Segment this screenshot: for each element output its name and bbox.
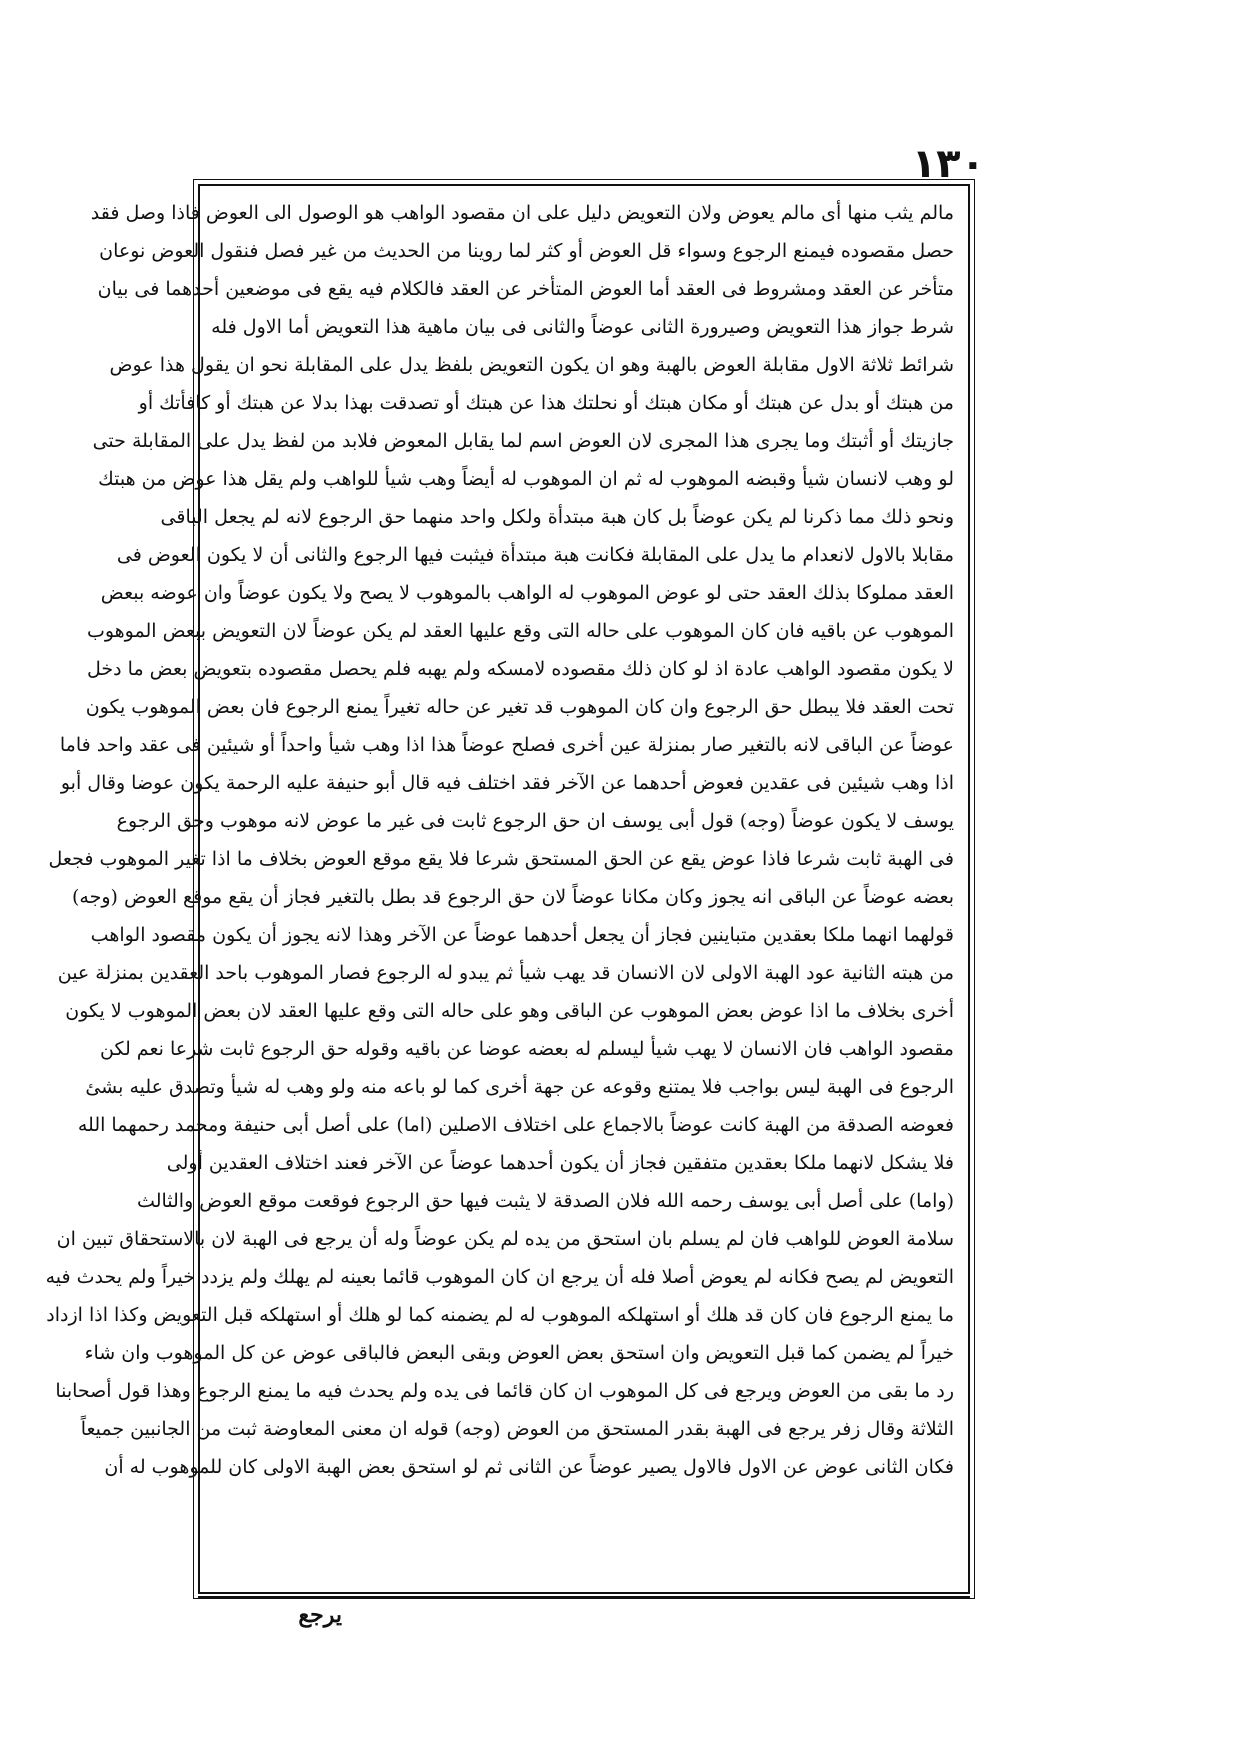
text-line: شرط جواز هذا التعويض وصيرورة الثانى عوضاً والثانى فى بيان ماهية هذا التعويض أما الاول فله — [211, 316, 954, 338]
text-line: خيراً لم يضمن كما قبل التعويض وان استحق بعض العوض وبقى البعض فالباقى عوض عن كل الموهوب وان شاء — [84, 1342, 954, 1364]
text-line: الموهوب عن باقيه فان كان الموهوب على حاله التى وقع عليها العقد لم يكن عوضاً لان التعويض ببعض الموهوب — [86, 620, 954, 642]
text-line: اذا وهب شيئين فى عقدين فعوض أحدهما عن الآخر فقد اختلف فيه قال أبو حنيفة عليه الرحمة يكون عوضا وقال أبو — [60, 772, 954, 794]
text-line: فعوضه الصدقة من الهبة كانت عوضاً بالاجماع على اختلاف الاصلين (اما) على أصل أبى حنيفة ومحمد رحمهما الله — [77, 1114, 954, 1136]
text-line: عوضاً عن الباقى لانه بالتغير صار بمنزلة عين أخرى فصلح عوضاً هذا اذا وهب شيأ واحداً أو شيئين فى عقد واحد فاما — [59, 734, 954, 756]
text-line: العقد مملوكا بذلك العقد حتى لو عوض الموهوب له الواهب بالموهوب لا يصح ولا يكون عوضاً وان عوضه ببعض — [100, 582, 954, 604]
text-line: تحت العقد فلا يبطل حق الرجوع وان كان الموهوب قد تغير عن حاله تغيراً يمنع الرجوع فان بعض الموهوب يكون — [85, 696, 954, 718]
text-line: قولهما انهما ملكا بعقدين متباينين فجاز أن يجعل أحدهما عوضاً عن الآخر وهذا لانه يجوز أن يكون مقصود الواهب — [90, 924, 954, 946]
text-body — [45, 194, 954, 1584]
page-number: ١٣٠ — [911, 141, 985, 187]
text-line: الثلاثة وقال زفر يرجع فى الهبة بقدر المستحق من العوض (وجه) قوله ان معنى المعاوضة ثبت من الجانبين جميعاً — [80, 1418, 954, 1440]
text-line: مقابلا بالاول لانعدام ما يدل على المقابلة فكانت هبة مبتدأة فيثبت فيها الرجوع والثانى أن لا يكون العوض فى — [116, 544, 954, 566]
text-line: من هبته الثانية عود الهبة الاولى لان الانسان قد يهب شيأ ثم يبدو له الرجوع فصار الموهوب باحد العقدين بمنزلة عين — [57, 962, 954, 984]
text-frame — [45, 184, 970, 1594]
text-line: التعويض لم يصح فكانه لم يعوض أصلا فله أن يرجع ان كان الموهوب قائما بعينه لم يهلك ولم يزدد خيراً ولم يحدث فيه — [45, 1266, 954, 1288]
frame-bottom-rule — [198, 1596, 970, 1598]
text-line: لو وهب لانسان شيأ وقبضه الموهوب له ثم ان الموهوب له أيضاً وهب شيأ للواهب ولم يقل هذا عوض من هبتك — [98, 468, 954, 490]
text-line: لا يكون مقصود الواهب عادة اذ لو كان ذلك مقصوده لامسكه ولم يهبه فلم يحصل مقصوده بتعويض بعض ما دخل — [87, 658, 954, 680]
text-line: فلا يشكل لانهما ملكا بعقدين متفقين فجاز أن يكون أحدهما عوضاً عن الآخر فعند اختلاف العقدين أولى — [166, 1152, 954, 1174]
text-line: ما يمنع الرجوع فان كان قد هلك أو استهلكه الموهوب له لم يضمنه كما لو هلك أو استهلكه قبل التعويض وكذا اذا ازداد — [46, 1304, 954, 1326]
text-line: فى الهبة ثابت شرعا فاذا عوض يقع عن الحق المستحق شرعا فلا يقع موقع العوض بخلاف ما اذا تغير الموهوب فجعل — [48, 848, 954, 870]
text-line: بعضه عوضاً عن الباقى انه يجوز وكان مكانا عوضاً لان حق الرجوع قد بطل بالتغير فجاز أن يقع موقع العوض (وجه) — [72, 886, 954, 908]
text-line: (واما) على أصل أبى يوسف رحمه الله فلان الصدقة لا يثبت فيها حق الرجوع فوقعت موقع العوض والثالث — [137, 1190, 954, 1212]
text-line: حصل مقصوده فيمنع الرجوع وسواء قل العوض أو كثر لما روينا من الحديث من غير فصل فنقول العوض نوعان — [99, 240, 954, 262]
text-line: ونحو ذلك مما ذكرنا لم يكن عوضاً بل كان هبة مبتدأة ولكل واحد منهما حق الرجوع لانه لم يجعل الباقى — [160, 506, 954, 528]
catchword: يرجع — [298, 1602, 342, 1628]
text-line: سلامة العوض للواهب فان لم يسلم بان استحق من يده لم يكن عوضاً وله أن يرجع فى الهبة لان بالاستحقاق تبين ان — [56, 1228, 954, 1250]
text-line: مقصود الواهب فان الانسان لا يهب شيأ ليسلم له بعضه عوضا عن باقيه وقوله حق الرجوع ثابت شرعا نعم لكن — [100, 1038, 954, 1060]
text-line: رد ما بقى من العوض ويرجع فى كل الموهوب ان كان قائما فى يده ولم يحدث فيه ما يمنع الرجوع وهذا قول أصحابنا — [55, 1380, 954, 1402]
text-line: من هبتك أو بدل عن هبتك أو مكان هبتك أو نحلتك هذا عن هبتك أو تصدقت بهذا بدلا عن هبتك أو كافأتك أو — [138, 392, 954, 414]
text-line: فكان الثانى عوض عن الاول فالاول يصير عوضاً عن الثانى ثم لو استحق بعض الهبة الاولى كان للموهوب له أن — [104, 1456, 954, 1478]
text-line: يوسف لا يكون عوضاً (وجه) قول أبى يوسف ان حق الرجوع ثابت فى غير ما عوض لانه موهوب وحق الرجوع — [116, 810, 954, 832]
text-line: شرائط ثلاثة الاول مقابلة العوض بالهبة وهو ان يكون التعويض بلفظ يدل على المقابلة نحو ان يقول هذا عوض — [109, 354, 954, 376]
text-line: مالم يثب منها أى مالم يعوض ولان التعويض دليل على ان مقصود الواهب هو الوصول الى العوض فاذا وصل فقد — [90, 202, 954, 224]
text-line: أخرى بخلاف ما اذا عوض بعض الموهوب عن الباقى وهو على حاله التى وقع عليها العقد لان بعض الموهوب لا يكون — [65, 1000, 954, 1022]
text-line: الرجوع فى الهبة ليس بواجب فلا يمتنع وقوعه عن جهة أخرى كما لو باعه منه ولو وهب له شيأ وتصدق عليه بشئ — [85, 1076, 954, 1098]
text-line: متأخر عن العقد ومشروط فى العقد أما العوض المتأخر عن العقد فالكلام فيه يقع فى موضعين أحدهما فى بيان — [97, 278, 954, 300]
text-line: جازيتك أو أثبتك وما يجرى هذا المجرى لان العوض اسم لما يقابل المعوض فلابد من لفظ يدل على المقابلة حتى — [92, 430, 954, 452]
